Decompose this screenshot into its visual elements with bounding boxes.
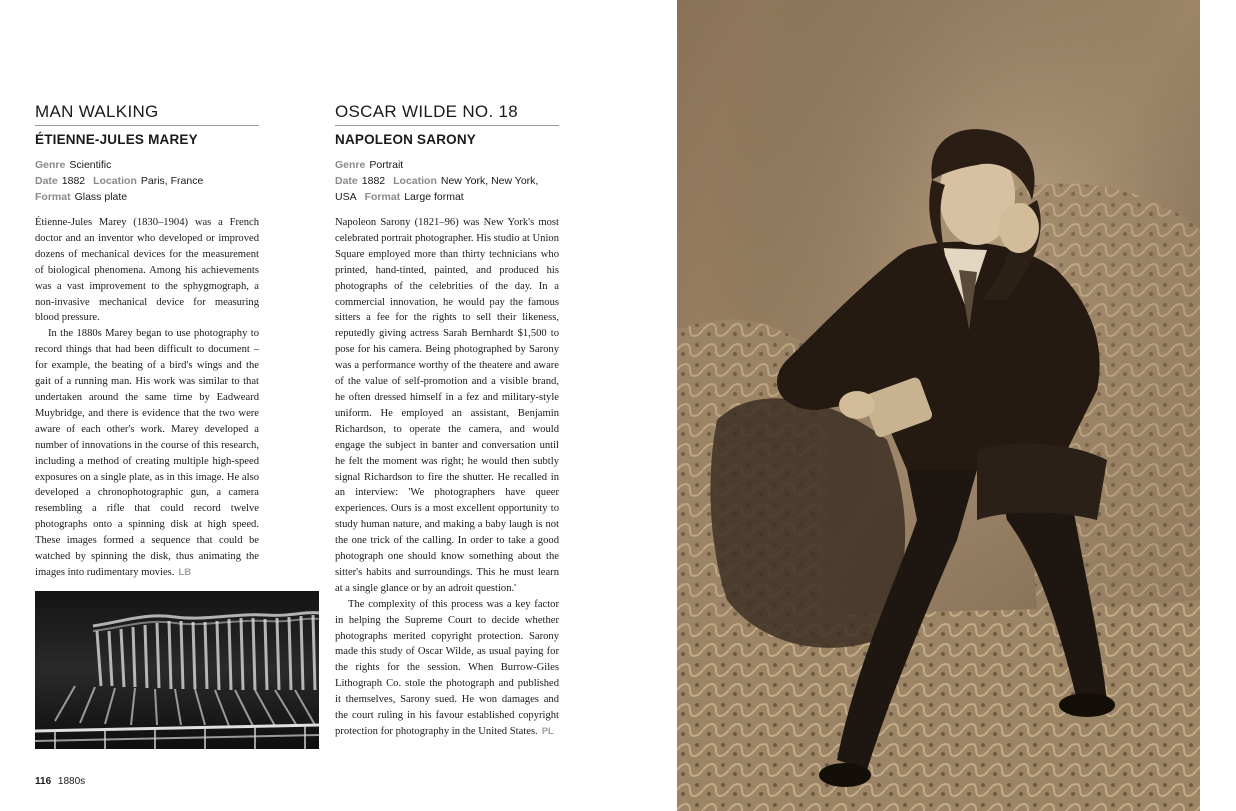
date-value: 1882 bbox=[361, 175, 386, 187]
genre-label: Genre bbox=[335, 159, 366, 171]
location-value: New York, New York, USA bbox=[335, 175, 539, 203]
author-initials: LB bbox=[178, 566, 192, 578]
page-number: 116 bbox=[35, 776, 52, 787]
location-label: Location bbox=[393, 175, 437, 187]
body-paragraph bbox=[35, 326, 259, 581]
format-value: Large format bbox=[404, 191, 464, 203]
page-folio bbox=[35, 776, 85, 787]
body-paragraph bbox=[335, 597, 559, 740]
genre-label: Genre bbox=[35, 159, 66, 171]
format-label: Format bbox=[35, 191, 71, 203]
body-paragraph-text: The complexity of this process was a key factor in helping the Supreme Court to decide whether photographs merited copyright protection. Sarony made this study of Oscar Wilde, as usual paying for the rights for the session. When Burrow-Giles Lithograph Co. stole the photograph and published it themselves, Sarony sued. He won damages and the court ruling in his favour established copyright protection for photography in the United States. bbox=[335, 598, 559, 737]
photographer-name: NAPOLEON SARONY bbox=[335, 132, 477, 147]
date-label: Date bbox=[35, 175, 58, 187]
genre-value: Portrait bbox=[369, 159, 404, 171]
body-paragraph-text: In the 1880s Marey began to use photography to record things that had been difficult to document – for example, the beating of a bird's wings and the gait of a running man. His work was similar to that undertaken around the same time by Eadweard Muybridge, and there is evidence that the two were aware of each other's work. Marey developed a number of innovations in the course of this research, including a method of creating multiple high-speed exposures on a single plate, as in this image. He also developed a chronophotographic gun, a camera resembling a rifle that could record twelve photographs onto a spinning disk at high speed. These images formed a sequence that could be watched by spinning the disk, thus animating the images into rudimentary movies. bbox=[35, 328, 259, 578]
photographer-name: ÉTIENNE-JULES MAREY bbox=[35, 132, 198, 147]
author-initials: PL bbox=[541, 726, 554, 737]
body-paragraph: Étienne-Jules Marey (1830–1904) was a French doctor and an inventor who developed or improved dozens of mechanical devices for the measurement of biological phenomena. Among his achievements was a vast improvement to the sphygmograph, a non-invasive mechanical device for measuring blood pressure. bbox=[35, 217, 259, 324]
location-value: Paris, France bbox=[140, 175, 204, 187]
date-label: Date bbox=[335, 175, 358, 187]
format-label: Format bbox=[364, 191, 401, 203]
genre-value: Scientific bbox=[69, 159, 112, 171]
location-label: Location bbox=[93, 175, 137, 187]
oscar-wilde-portrait bbox=[677, 0, 1200, 811]
date-value: 1882 bbox=[61, 175, 86, 187]
body-paragraph: Napoleon Sarony (1821–96) was New York's most celebrated portrait photographer. His studio at Union Square employed more than thirty technicians who printed, hand-tinted, painted, and produced his photographs of the celebrities of the day. In a commercial innovation, he would pay the famous sitters a fee for the rights to sell their likeness, reputedly giving actress Sarah Bernhardt $1,500 to pose for his camera. Being photographed by Sarony was a performance worthy of the theatere and aware of the value of self-promotion and a visible brand, he often dressed himself in a fez and military-style uniform. He employed an assistant, Benjamin Richardson, to operate the camera, and would engage the subject in banter and conversation until he felt the moment was right; he would then subtly signal Richardson to fire the shutter. He recalled in an interview: 'We photographers have queer experiences. Ours is a most excellent opportunity to study human nature, and making a baby laugh is not the one trick of the calling. In order to take a good photograph one should know something about the sitter's habits and surroundings. This he must learn at a single glance or by an adroit question.' bbox=[335, 217, 559, 594]
section-name: 1880s bbox=[57, 776, 86, 787]
entry-body bbox=[35, 215, 259, 581]
entry-metadata bbox=[335, 157, 559, 205]
entry-oscar-wilde bbox=[335, 102, 559, 740]
entry-body bbox=[335, 215, 559, 740]
entry-man-walking bbox=[35, 102, 259, 581]
entry-title: OSCAR WILDE NO. 18 bbox=[335, 102, 559, 126]
entry-title: MAN WALKING bbox=[35, 102, 259, 126]
entry-metadata bbox=[35, 157, 259, 205]
format-value: Glass plate bbox=[74, 191, 128, 203]
marey-chronophotograph bbox=[35, 591, 319, 749]
